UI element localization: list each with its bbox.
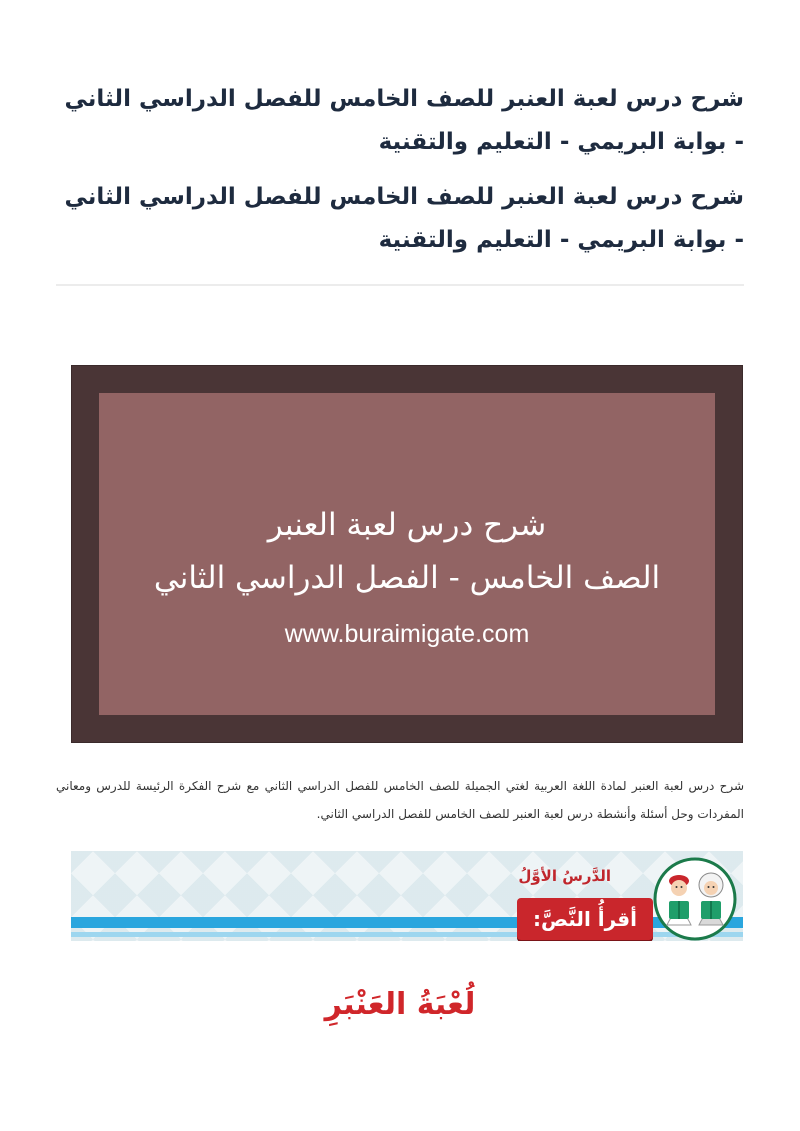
children-reading-icon — [643, 855, 743, 941]
banner-subtitle: الصف الخامس - الفصل الدراسي الثاني — [153, 560, 661, 596]
intro-paragraph: شرح درس لعبة العنبر لمادة اللغة العربية لغتي الجميلة للصف الخامس للفصل الدراسي الثاني مع شرح الفكرة الرئيسة للدرس ومعاني المفردات وحل أسئلة وأنشطة درس لعبة العنبر للصف الخامس للفصل الدراسي الثاني. — [56, 779, 744, 821]
featured-banner-inner — [99, 393, 715, 715]
lesson-number-label: الدَّرسُ الأوَّلُ — [518, 867, 611, 885]
banner-url: www.buraimigate.com — [284, 620, 530, 648]
banner-title: شرح درس لعبة العنبر — [267, 507, 547, 543]
read-text-badge: أقرأُ النَّصَّ: — [517, 898, 653, 940]
title-divider — [56, 284, 744, 286]
post-title[interactable]: شرح درس لعبة العنبر للصف الخامس للفصل الدراسي الثاني - بوابة البريمي - التعليم والتقنية — [64, 86, 744, 155]
post-title-repeat[interactable]: شرح درس لعبة العنبر للصف الخامس للفصل الدراسي الثاني - بوابة البريمي - التعليم والتقنية — [64, 184, 744, 253]
lesson-title: لُعْبَةُ العَنْبَرِ — [324, 987, 476, 1022]
post-header — [56, 0, 744, 286]
lesson-header-strip — [71, 851, 743, 941]
featured-banner — [71, 365, 743, 743]
